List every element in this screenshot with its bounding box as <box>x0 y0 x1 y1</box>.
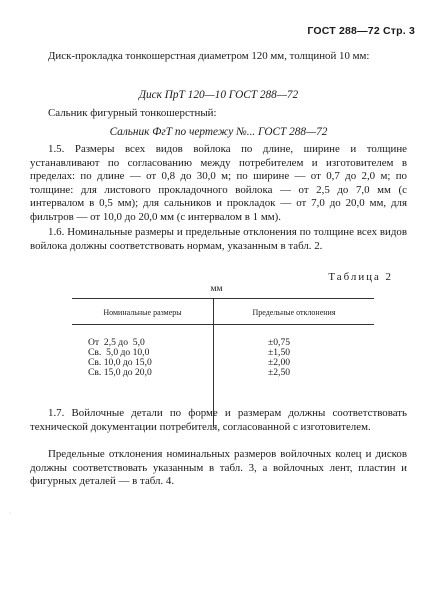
table-header-deviation: Предельные отклонения <box>252 308 336 317</box>
table-caption: Таблица 2 <box>328 271 393 283</box>
table-row-size: От 2,5 до 5,0 <box>88 337 145 348</box>
table-row-deviation: ±0,75 <box>268 337 291 348</box>
table-unit: мм <box>210 284 223 294</box>
scan-speck: · <box>9 511 11 517</box>
example-disk-designation: Диск ПрТ 120—10 ГОСТ 288—72 <box>138 89 299 101</box>
table-row-deviation: ±1,50 <box>268 347 291 358</box>
paragraph-1-5: 1.5. Размеры всех видов войлока по длине, ширине и толщине устанавливают по согласованию между потребителем и изготовителем в пределах: по длине — от 0,8 до 30,0 м; по ширине — от 0,7 до 2,0 м; по толщине: для листового прокладочного войлока — от 2,5 до 7,0 мм (с интервалом в 0,5 мм); для сальников и прокладок — от 7,0 до 20,0 мм, для фильтров — от 10,0 до 20,0 мм (с интервалом в 1 мм). <box>30 143 407 223</box>
paragraph-1-6: 1.6. Номинальные размеры и предельные отклонения по толщине всех видов войлока должны соответствовать нормам, указанным в табл. 2. <box>30 226 407 252</box>
table-row-size: Св. 15,0 до 20,0 <box>88 367 152 378</box>
paragraph-disk-description: Диск-прокладка тонкошерстная диаметром 120 мм, толщиной 10 мм: <box>48 50 370 62</box>
table-row-deviation: ±2,50 <box>268 367 291 378</box>
paragraph-gland-description: Сальник фигурный тонкошерстный: <box>48 107 217 119</box>
paragraph-deviations: Предельные отклонения номинальных размеров войлочных колец и дисков должны соответствовать указанным в табл. 3, а войлочных лент, пластин и фигурных деталей — в табл. 4. <box>30 448 407 488</box>
table-row-deviation: ±2,00 <box>268 357 291 368</box>
page-header: ГОСТ 288—72 Стр. 3 <box>307 25 415 37</box>
table-top-rule <box>72 298 374 299</box>
table-header-rule <box>72 324 374 325</box>
table-row-size: Св. 10,0 до 15,0 <box>88 357 152 368</box>
table-header-nominal: Номинальные размеры <box>103 308 182 317</box>
paragraph-1-7: 1.7. Войлочные детали по форме и размерам должны соответствовать технической документации потребителя, согласованной с изготовителем. <box>30 407 407 433</box>
table-row-size: Св. 5,0 до 10,0 <box>88 347 150 358</box>
example-gland-designation: Сальник ФгТ по чертежу №... ГОСТ 288—72 <box>109 126 328 138</box>
